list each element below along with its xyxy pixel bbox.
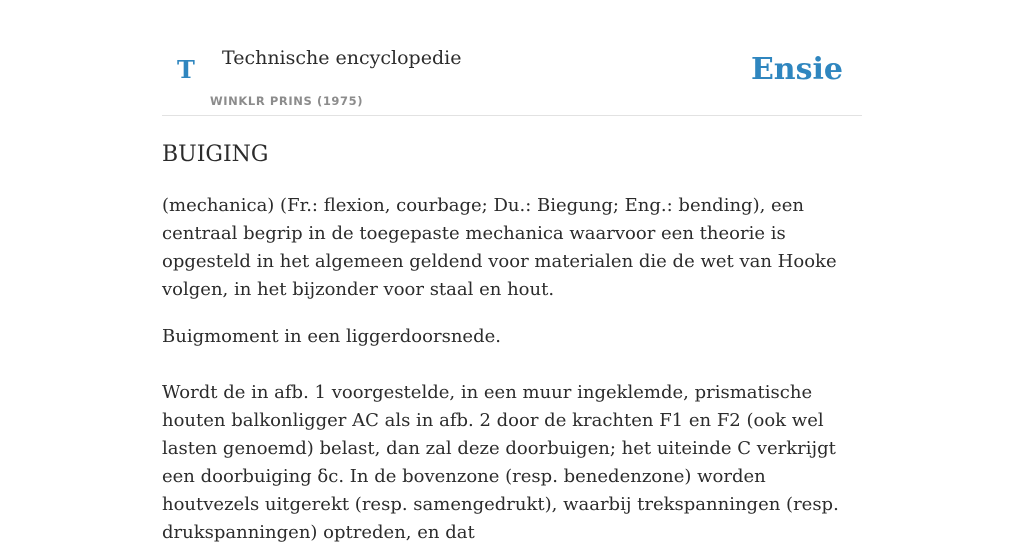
encyclopedia-subtitle: WINKLR PRINS (1975) [210, 94, 364, 108]
entry-paragraph-definition: (mechanica) (Fr.: flexion, courbage; Du.: Biegung; Eng.: bending), een centraal begrip in de toegepaste mechanica waarvoor een theorie is opgesteld in het algemeen geldend voor materialen die de wet van Hooke volgen, in het bijzonder voor staal en hout. [162, 195, 837, 300]
site-header [162, 0, 862, 116]
entry-paragraph-explanation: Wordt de in afb. 1 voorgestelde, in een muur ingeklemde, prismatische houten balkonligger AC als in afb. 2 door de krachten F1 en F2 (ook wel lasten genoemd) belast, dan zal deze doorbuigen; het uiteinde C verkrijgt een doorbuiging δc. In de bovenzone (resp. benedenzone) worden houtvezels uitgerekt (resp. samengedrukt), waarbij trekspanningen (resp. drukspanningen) optreden, en dat [162, 382, 839, 543]
encyclopedia-logo-icon[interactable]: T [177, 55, 195, 84]
entry-body [162, 192, 862, 547]
entry-paragraph-subheading: Buigmoment in een liggerdoorsnede. [162, 326, 501, 347]
entry-title: BUIGING [162, 142, 269, 167]
page [162, 0, 862, 543]
encyclopedia-title-link[interactable]: Technische encyclopedie [222, 47, 462, 69]
ensie-brand-logo[interactable]: Ensie [750, 52, 843, 87]
